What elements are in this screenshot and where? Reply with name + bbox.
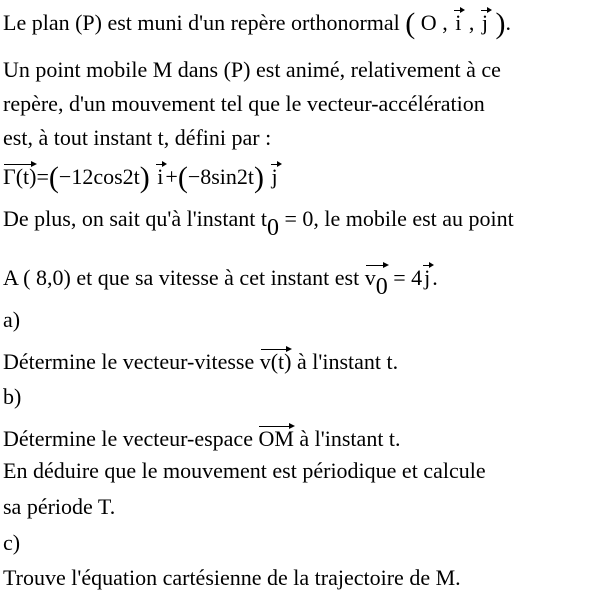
part-c-label: c) [3,530,21,555]
initial-instant-text: De plus, on sait qu'à l'instant t [3,206,267,231]
question-a [3,346,398,375]
unit-vector-j-2: j [271,164,278,189]
question-b-end: à l'instant t. [293,426,401,451]
subscript-zero: 0 [266,215,279,241]
part-b-label: b) [3,384,22,409]
unit-vector-i-2: i [157,164,164,189]
unit-vector-i: i [455,10,462,35]
close-paren: ) [495,7,506,40]
line-3: repère, d'un mouvement tel que le vecteur-accélération [3,91,485,116]
equals-sign: = [36,164,49,189]
question-a-end: à l'instant t. [291,349,399,374]
line-13: sa période T. [3,494,116,519]
velocity-value: = 4 [387,265,423,290]
question-b [3,423,401,452]
unit-vector-j-3: j [424,265,431,290]
question-b-text: Détermine le vecteur-espace [3,426,259,451]
question-a-text: Détermine le vecteur-vitesse [3,349,260,374]
line-12: En déduire que le mouvement est périodique et calcule [3,458,486,483]
gamma-vector: Γ(t) [3,161,36,190]
question-c: Trouve l'équation cartésienne de la trajectoire de M. [3,565,461,590]
plus-sign: + [165,164,178,189]
v0-vector: v0 [365,262,388,291]
line-6 [3,206,514,241]
origin-o: O [420,10,437,35]
line-4: est, à tout instant t, défini par : [3,125,272,150]
unit-vector-j: j [481,10,488,35]
part-a-label: a) [3,307,21,332]
period-mark: . [432,265,438,290]
line-7 [3,262,438,300]
intro-text: Le plan (P) est muni d'un repère orthonormal [3,10,406,35]
initial-velocity-text: A ( 8,0) et que sa vitesse à cet instant est [3,265,365,290]
acceleration-equation: Γ(t)=(−12cos2t) i+(−8sin2t) j [3,161,278,194]
term-sin: −8sin2t [187,164,255,189]
term-cos: −12cos2t [58,164,140,189]
om-vector: OM [258,423,293,452]
line-2: Un point mobile M dans (P) est animé, relativement à ce [3,57,501,82]
velocity-vector: v(t) [260,346,292,375]
line-1: Le plan (P) est muni d'un repère orthonormal ( O , i , j ). [3,7,511,40]
open-paren: ( [405,7,416,40]
initial-point-text: = 0, le mobile est au point [278,206,514,231]
